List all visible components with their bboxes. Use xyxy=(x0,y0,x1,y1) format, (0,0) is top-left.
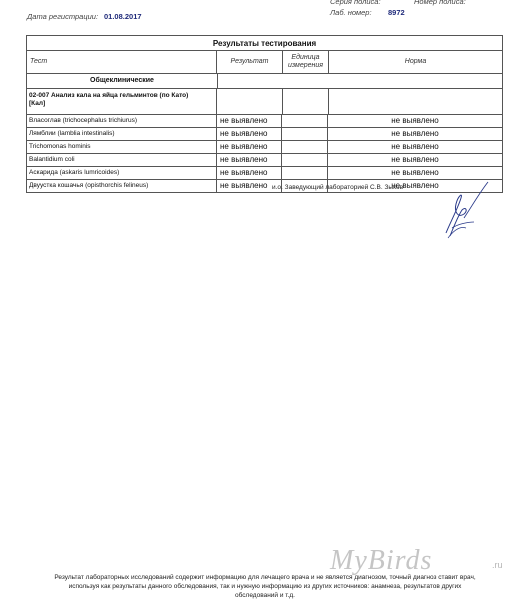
norm-cell: не выявлено xyxy=(391,129,439,138)
table-row xyxy=(27,115,502,128)
test-name-cell: Аскарида (askaris lumricoides) xyxy=(27,167,217,179)
registration-date-label: Дата регистрации: xyxy=(27,12,99,21)
handwritten-signature xyxy=(428,178,498,243)
disclaimer xyxy=(30,573,500,600)
table-row xyxy=(27,141,502,154)
result-cell: не выявлено xyxy=(217,128,282,140)
result-cell: не выявлено xyxy=(217,115,282,127)
unit-cell xyxy=(282,128,328,140)
test-name-cell: Лямблии (lamblia intestinalis) xyxy=(27,128,217,140)
unit-cell xyxy=(282,167,328,179)
norm-cell: не выявлено xyxy=(391,181,439,190)
analysis-title xyxy=(27,89,217,114)
lab-number-value: 8972 xyxy=(388,8,405,17)
norm-cell: не выявлено xyxy=(391,142,439,151)
result-cell: не выявлено xyxy=(217,167,282,179)
test-name-cell: Власоглав (trichocephalus trichiurus) xyxy=(27,115,217,127)
section-row xyxy=(27,74,502,89)
unit-cell xyxy=(282,115,328,127)
results-table xyxy=(26,35,503,193)
disclaimer-line-3: обследований и т.д. xyxy=(235,592,295,599)
analysis-name: 02-007 Анализ кала на яйца гельминтов (по Като) xyxy=(29,92,189,99)
table-header-row xyxy=(27,51,502,74)
column-header-norm: Норма xyxy=(404,58,427,65)
column-header-test: Тест xyxy=(27,51,217,73)
table-row xyxy=(27,128,502,141)
unit-cell xyxy=(282,141,328,153)
table-row xyxy=(27,154,502,167)
result-cell: не выявлено xyxy=(217,154,282,166)
lab-number-label: Лаб. номер: xyxy=(330,8,372,17)
analysis-material: [Кал] xyxy=(29,100,46,107)
test-name-cell: Balantidium coli xyxy=(27,154,217,166)
watermark-suffix: .ru xyxy=(492,560,503,570)
policy-series-label: Серия полиса: xyxy=(330,0,381,6)
test-name-cell: Trichomonas hominis xyxy=(27,141,217,153)
result-cell: не выявлено xyxy=(217,141,282,153)
norm-cell: не выявлено xyxy=(391,168,439,177)
column-header-result: Результат xyxy=(217,51,283,73)
signer-name: и.о. Заведующий лабораторией С.В. Зыков xyxy=(272,184,404,191)
registration-date-value: 01.08.2017 xyxy=(104,12,142,21)
analysis-row xyxy=(27,89,502,115)
column-header-unit: Единица измерения xyxy=(283,51,329,73)
test-name-cell: Двуустка кошачья (opisthorchis felineus) xyxy=(27,180,217,192)
section-label: Общеклинические xyxy=(27,74,218,88)
policy-number-label: Номер полиса: xyxy=(414,0,466,6)
norm-cell: не выявлено xyxy=(391,155,439,164)
unit-cell xyxy=(282,154,328,166)
watermark-logo: MyBirds xyxy=(330,545,433,576)
norm-cell: не выявлено xyxy=(391,116,439,125)
disclaimer-line-1: Результат лабораторных исследований содержит информацию для лечащего врача и не является диагнозом, точный диагноз ставит врач, xyxy=(54,574,476,581)
disclaimer-line-2: используя как результаты данного обследования, так и нужную информацию из других источников: анамнеза, результатов других xyxy=(68,583,462,590)
result-cell: не выявлено xyxy=(217,180,282,192)
results-title: Результаты тестирования xyxy=(27,36,502,51)
